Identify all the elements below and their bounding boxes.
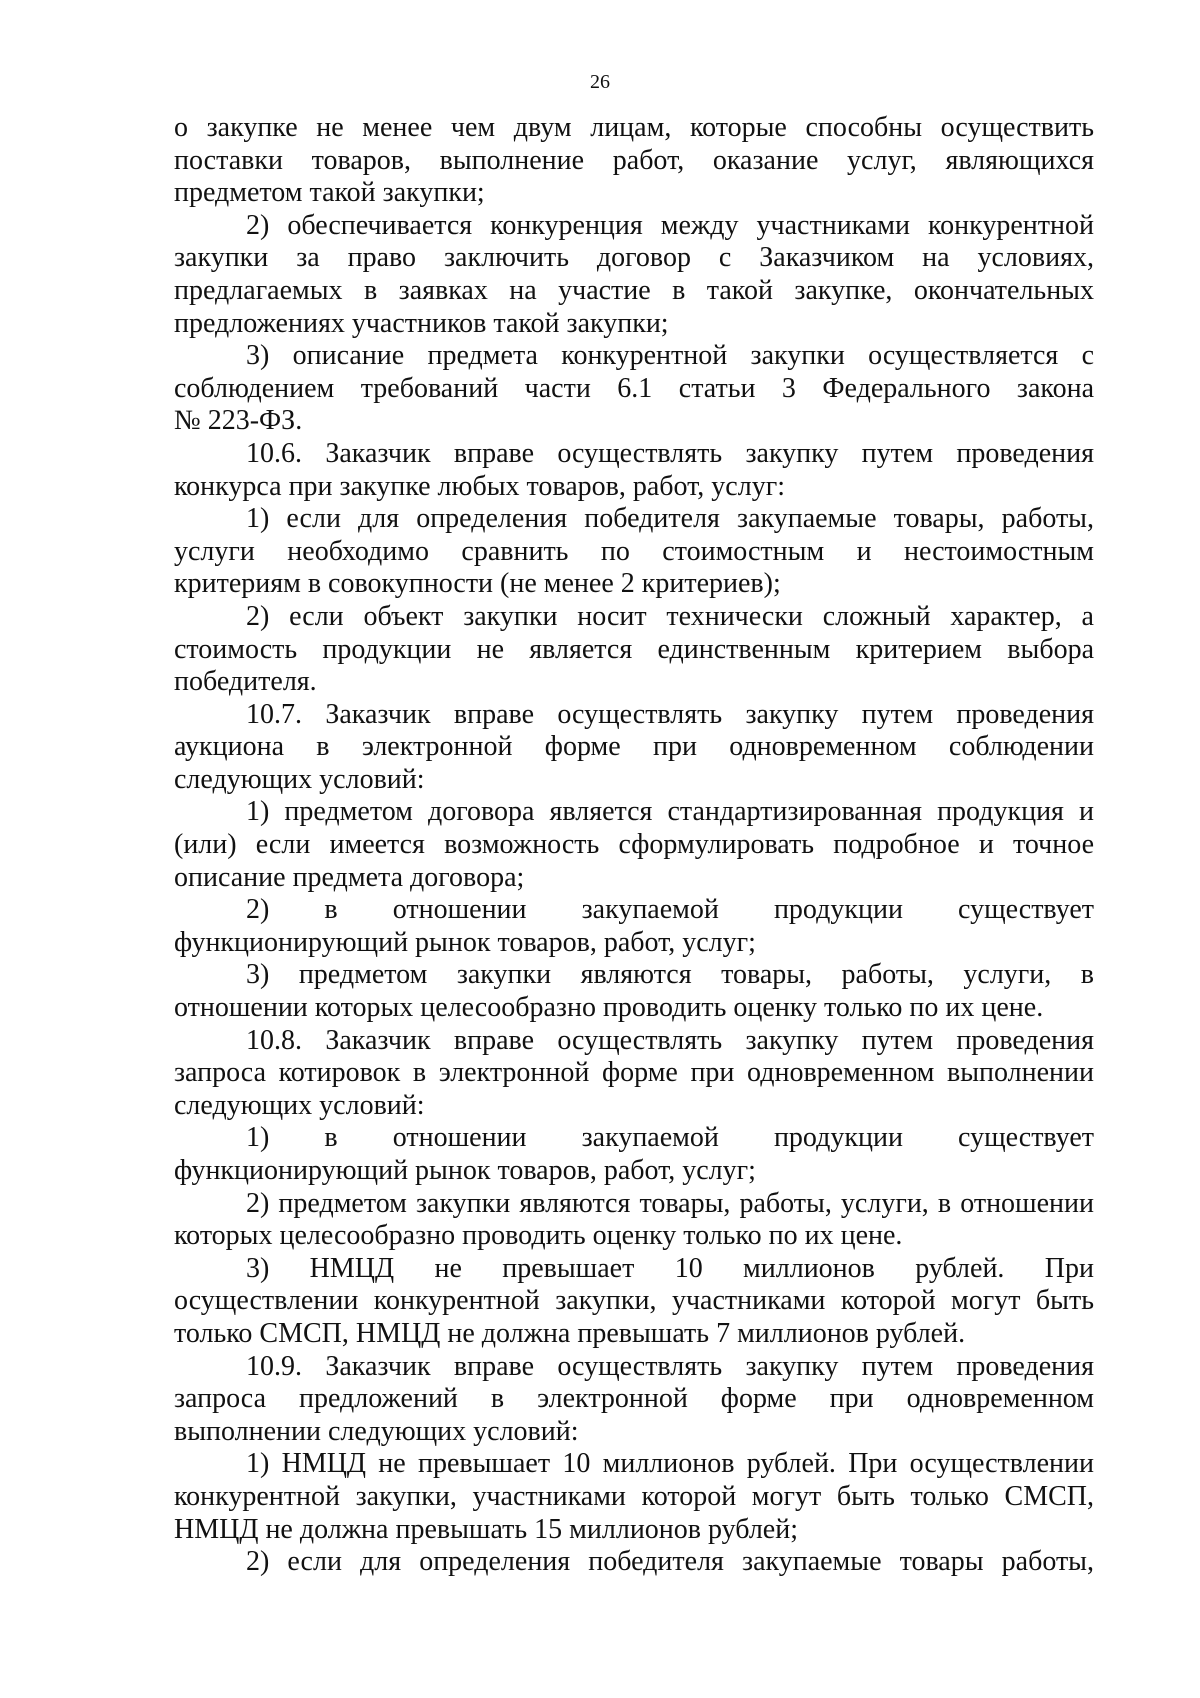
- text-line: предлагаемых в заявках на участие в такой закупке, окончательных: [174, 274, 1094, 306]
- text-line: только СМСП, НМЦД не должна превышать 7 миллионов рублей.: [174, 1317, 966, 1349]
- text-line: 2) обеспечивается конкуренция между участниками конкурентной: [246, 209, 1094, 241]
- text-line: 10.6. Заказчик вправе осуществлять закупку путем проведения: [246, 437, 1094, 469]
- text-line: НМЦД не должна превышать 15 миллионов рублей;: [174, 1513, 798, 1545]
- text-line: стоимость продукции не является единственным критерием выбора: [174, 633, 1094, 665]
- text-line: о закупке не менее чем двум лицам, которые способны осуществить: [174, 112, 1094, 143]
- text-line: 10.8. Заказчик вправе осуществлять закупку путем проведения: [246, 1024, 1094, 1056]
- text-line: отношении которых целесообразно проводить оценку только по их цене.: [174, 992, 1044, 1024]
- text-line: поставки товаров, выполнение работ, оказание услуг, являющихся: [174, 144, 1094, 176]
- text-line: следующих условий:: [174, 763, 425, 795]
- text-line: 1) в отношении закупаемой продукции существует: [246, 1122, 1094, 1154]
- text-line: № 223-ФЗ.: [174, 405, 303, 437]
- text-line: следующих условий:: [174, 1089, 425, 1121]
- text-line: 10.9. Заказчик вправе осуществлять закупку путем проведения: [246, 1350, 1094, 1382]
- text-line: которых целесообразно проводить оценку только по их цене.: [174, 1220, 903, 1252]
- text-line: запроса предложений в электронной форме при одновременном: [174, 1383, 1094, 1415]
- text-line: конкурентной закупки, участниками которой могут быть только СМСП,: [174, 1480, 1094, 1512]
- text-line: предметом такой закупки;: [174, 177, 485, 209]
- page-number: 26: [590, 71, 610, 93]
- text-line: услуги необходимо сравнить по стоимостным и нестоимостным: [174, 535, 1094, 567]
- text-line: 2) в отношении закупаемой продукции существует: [246, 894, 1094, 926]
- text-line: (или) если имеется возможность сформулировать подробное и точное: [174, 829, 1094, 861]
- text-line: предложениях участников такой закупки;: [174, 307, 669, 339]
- text-line: выполнении следующих условий:: [174, 1415, 579, 1447]
- text-line: соблюдением требований части 6.1 статьи 3 Федерального закона: [174, 372, 1094, 404]
- text-line: осуществлении конкурентной закупки, участниками которой могут быть: [174, 1285, 1094, 1317]
- text-line: 10.7. Заказчик вправе осуществлять закупку путем проведения: [246, 698, 1094, 730]
- text-line: 2) если объект закупки носит технически сложный характер, а: [246, 600, 1094, 632]
- text-line: запроса котировок в электронной форме при одновременном выполнении: [174, 1057, 1094, 1089]
- text-line: функционирующий рынок товаров, работ, услуг;: [174, 926, 756, 958]
- text-line: 3) НМЦД не превышает 10 миллионов рублей. При: [246, 1252, 1094, 1284]
- text-line: 1) предметом договора является стандартизированная продукция и: [246, 796, 1094, 828]
- text-line: 3) предметом закупки являются товары, работы, услуги, в: [246, 959, 1094, 991]
- text-line: победителя.: [174, 666, 317, 698]
- text-line: 1) НМЦД не превышает 10 миллионов рублей. При осуществлении: [246, 1448, 1094, 1480]
- text-line: 1) если для определения победителя закупаемые товары, работы,: [246, 503, 1094, 535]
- text-line: критериям в совокупности (не менее 2 критериев);: [174, 568, 781, 600]
- text-line: 2) если для определения победителя закупаемые товары работы,: [246, 1546, 1094, 1578]
- document-body: [174, 112, 1094, 1579]
- text-line: аукциона в электронной форме при одновременном соблюдении: [174, 731, 1094, 763]
- text-line: закупки за право заключить договор с Заказчиком на условиях,: [174, 242, 1094, 274]
- text-line: 2) предметом закупки являются товары, работы, услуги, в отношении: [246, 1187, 1094, 1219]
- text-line: функционирующий рынок товаров, работ, услуг;: [174, 1155, 756, 1186]
- text-line: 3) описание предмета конкурентной закупки осуществляется с: [246, 340, 1094, 372]
- text-line: описание предмета договора;: [174, 861, 525, 893]
- text-line: конкурса при закупке любых товаров, работ, услуг:: [174, 470, 785, 502]
